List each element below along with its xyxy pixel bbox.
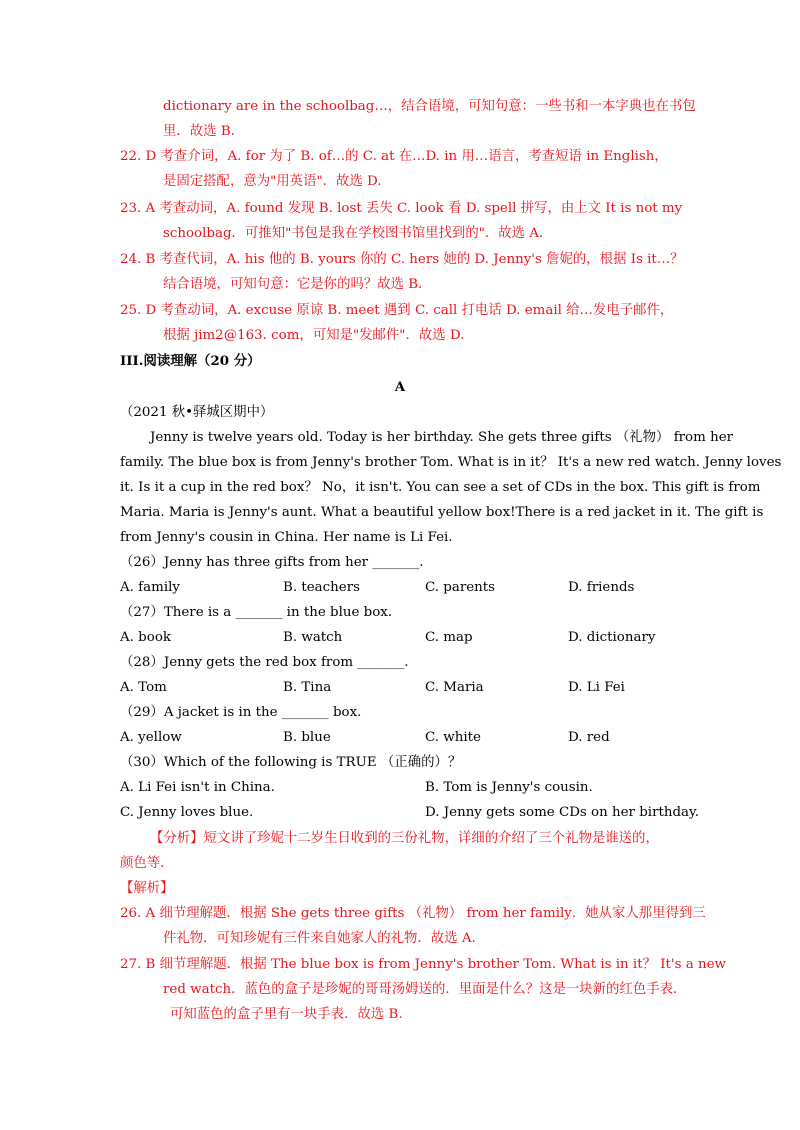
answer-23-continuation: schoolbag．可推知"书包是我在学校图书馆里找到的"．故选 A.	[163, 226, 544, 241]
answer-25: 25. D 考查动词，A. excuse 原谅 B. meet 遇到 C. call 打电话 D. email 给…发电子邮件，	[120, 303, 674, 318]
question-28-option-d: D. Li Fei	[568, 680, 625, 695]
question-26-option-b: B. teachers	[283, 580, 360, 595]
question-28-option-c: C. Maria	[425, 680, 484, 695]
answer-26-continuation: 件礼物．可知珍妮有三件来自她家人的礼物．故选 A.	[163, 931, 476, 946]
answer-24-continuation: 结合语境，可知句意：它是你的吗？故选 B.	[163, 277, 423, 292]
question-28-stem: （28）Jenny gets the red box from _______.	[120, 655, 409, 670]
answer-23: 23. A 考查动词，A. found 发现 B. lost 丢失 C. look 看 D. spell 拼写，由上文 It is not my	[120, 201, 683, 216]
answer-24: 24. B 考查代词，A. his 他的 B. yours 你的 C. hers 她的 D. Jenny's 詹妮的，根据 Is it…？	[120, 252, 684, 267]
question-30-option-b: B. Tom is Jenny's cousin.	[425, 780, 593, 795]
answer-27-conclusion: 可知蓝色的盒子里有一块手表．故选 B.	[170, 1007, 403, 1022]
passage-line: it. Is it a cup in the red box？ No，it isn't. You can see a set of CDs in the box. This gift is from	[120, 480, 761, 495]
question-27-option-b: B. watch	[283, 630, 343, 645]
analysis-text: 【分析】短文讲了珍妮十二岁生日收到的三份礼物，详细的介绍了三个礼物是谁送的，	[150, 831, 659, 846]
question-30-option-c: C. Jenny loves blue.	[120, 805, 254, 820]
question-30-option-d: D. Jenny gets some CDs on her birthday.	[425, 805, 700, 820]
answer-22: 22. D 考查介词，A. for 为了 B. of…的 C. at 在…D. in 用…语言，考查短语 in English，	[120, 149, 668, 164]
question-27-option-d: D. dictionary	[568, 630, 656, 645]
question-30-stem: （30）Which of the following is TRUE （正确的）？	[120, 755, 462, 770]
passage-line: from Jenny's cousin in China. Her name is Li Fei.	[120, 530, 453, 545]
analysis-text-continuation: 颜色等.	[120, 856, 165, 871]
answer-27-continuation: red watch．蓝色的盒子是珍妮的哥哥汤姆送的．里面是什么？这是一块新的红色手表．	[163, 982, 687, 997]
question-27-stem: （27）There is a _______ in the blue box.	[120, 605, 393, 620]
question-30-option-a: A. Li Fei isn't in China.	[120, 780, 275, 795]
passage-line: family. The blue box is from Jenny's brother Tom. What is in it？ It's a new red watch. Jenny loves	[120, 455, 782, 470]
question-29-option-d: D. red	[568, 730, 610, 745]
question-26-stem: （26）Jenny has three gifts from her _______.	[120, 555, 424, 570]
source-note: （2021 秋•驿城区期中）	[120, 405, 274, 420]
question-29-stem: （29）A jacket is in the _______ box.	[120, 705, 362, 720]
section-heading: III.阅读理解（20 分）	[120, 353, 261, 369]
answer-27: 27. B 细节理解题．根据 The blue box is from Jenny's brother Tom. What is in it？ It's a new	[120, 957, 726, 972]
answer-21-conclusion: 里．故选 B.	[163, 124, 235, 139]
question-28-option-b: B. Tina	[283, 680, 332, 695]
answer-25-continuation: 根据 jim2@163. com，可知是"发邮件"．故选 D.	[163, 328, 465, 343]
answer-21-continuation: dictionary are in the schoolbag…，结合语境，可知句意：一些书和一本字典也在书包	[163, 99, 696, 114]
question-28-option-a: A. Tom	[120, 680, 167, 695]
question-27-option-c: C. map	[425, 630, 473, 645]
question-29-option-c: C. white	[425, 730, 481, 745]
question-26-option-a: A. family	[120, 580, 180, 595]
passage-label: A	[394, 379, 406, 395]
question-27-option-a: A. book	[120, 630, 171, 645]
question-29-option-b: B. blue	[283, 730, 331, 745]
question-26-option-d: D. friends	[568, 580, 635, 595]
passage-line: Jenny is twelve years old. Today is her birthday. She gets three gifts （礼物） from her	[150, 430, 734, 445]
question-26-option-c: C. parents	[425, 580, 496, 595]
explanation-heading: 【解析】	[120, 881, 174, 896]
question-29-option-a: A. yellow	[120, 730, 182, 745]
answer-22-continuation: 是固定搭配，意为"用英语"．故选 D.	[163, 174, 382, 189]
passage-line: Maria. Maria is Jenny's aunt. What a beautiful yellow box!There is a red jacket in it. The gift is	[120, 505, 764, 520]
answer-26: 26. A 细节理解题．根据 She gets three gifts （礼物） from her family．她从家人那里得到三	[120, 906, 706, 921]
